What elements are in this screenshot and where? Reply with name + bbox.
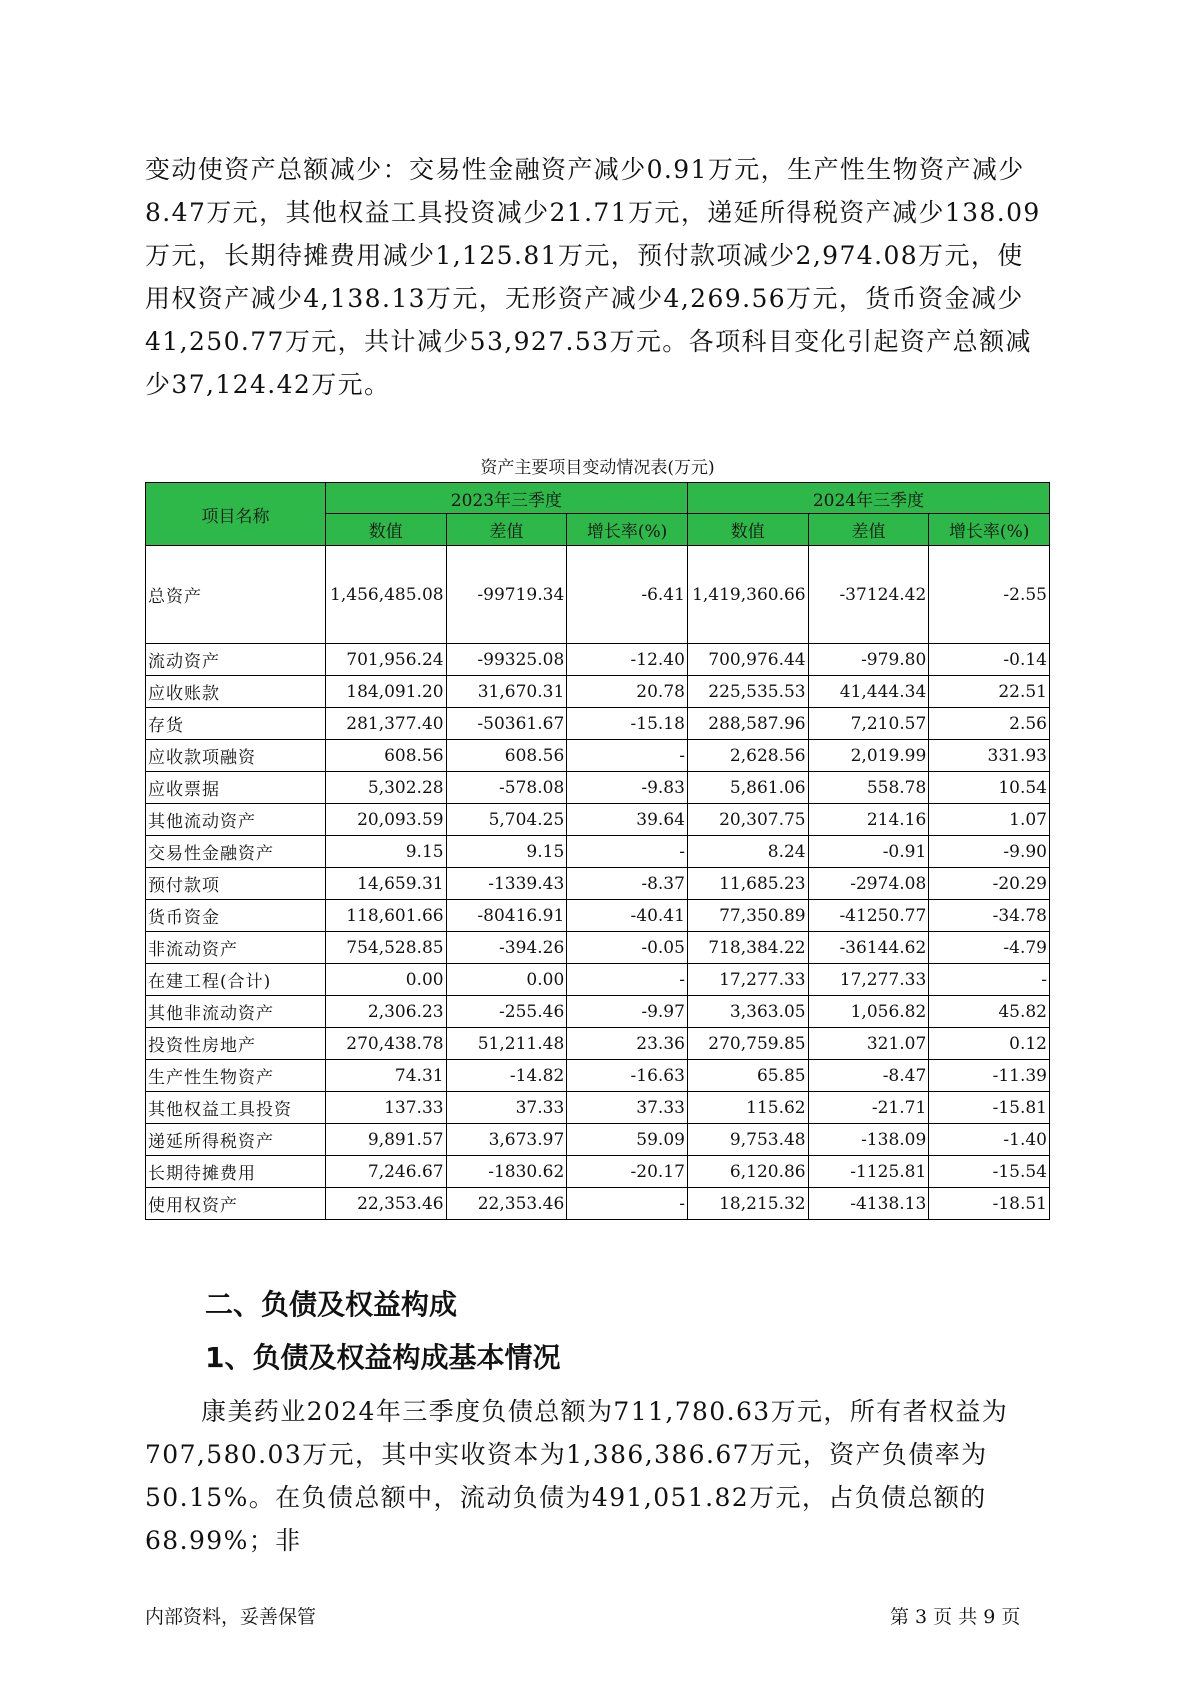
cell-growth-2024: 10.54: [929, 772, 1050, 804]
row-item-name: 非流动资产: [146, 932, 326, 964]
cell-growth-2023: -9.97: [567, 996, 688, 1028]
cell-value-2024: 8.24: [687, 836, 808, 868]
cell-value-2023: 2,306.23: [325, 996, 446, 1028]
cell-diff-2023: -394.26: [446, 932, 567, 964]
cell-diff-2023: 3,673.97: [446, 1124, 567, 1156]
cell-diff-2023: -1830.62: [446, 1156, 567, 1188]
cell-value-2023: 7,246.67: [325, 1156, 446, 1188]
cell-growth-2023: -9.83: [567, 772, 688, 804]
cell-growth-2024: -9.90: [929, 836, 1050, 868]
row-item-name: 递延所得税资产: [146, 1124, 326, 1156]
cell-growth-2023: -: [567, 740, 688, 772]
cell-growth-2024: -15.81: [929, 1092, 1050, 1124]
row-item-name: 流动资产: [146, 644, 326, 676]
cell-growth-2023: 20.78: [567, 676, 688, 708]
cell-growth-2024: 2.56: [929, 708, 1050, 740]
sub-heading: 1、负债及权益构成基本情况: [205, 1341, 561, 1374]
header-item-name: 项目名称: [146, 483, 326, 546]
header-diff-2024: 差值: [808, 514, 929, 546]
row-item-name: 总资产: [146, 546, 326, 644]
cell-value-2024: 115.62: [687, 1092, 808, 1124]
table-caption: 资产主要项目变动情况表(万元): [480, 458, 715, 478]
cell-diff-2023: -255.46: [446, 996, 567, 1028]
cell-growth-2024: -20.29: [929, 868, 1050, 900]
cell-growth-2023: -8.37: [567, 868, 688, 900]
row-item-name: 使用权资产: [146, 1188, 326, 1220]
row-item-name: 应收票据: [146, 772, 326, 804]
header-period-2023: 2023年三季度: [325, 483, 687, 514]
cell-growth-2024: -2.55: [929, 546, 1050, 644]
table-row: [146, 644, 1050, 676]
cell-growth-2024: -15.54: [929, 1156, 1050, 1188]
cell-value-2024: 77,350.89: [687, 900, 808, 932]
cell-diff-2024: -4138.13: [808, 1188, 929, 1220]
cell-value-2024: 20,307.75: [687, 804, 808, 836]
cell-value-2023: 608.56: [325, 740, 446, 772]
cell-value-2024: 700,976.44: [687, 644, 808, 676]
cell-diff-2024: 558.78: [808, 772, 929, 804]
row-item-name: 预付款项: [146, 868, 326, 900]
cell-growth-2023: -16.63: [567, 1060, 688, 1092]
cell-growth-2023: -6.41: [567, 546, 688, 644]
cell-diff-2024: 7,210.57: [808, 708, 929, 740]
cell-diff-2024: 41,444.34: [808, 676, 929, 708]
table-row: [146, 546, 1050, 644]
table-row: [146, 1092, 1050, 1124]
row-item-name: 其他非流动资产: [146, 996, 326, 1028]
cell-diff-2024: -36144.62: [808, 932, 929, 964]
cell-value-2023: 754,528.85: [325, 932, 446, 964]
table-row: [146, 964, 1050, 996]
row-item-name: 交易性金融资产: [146, 836, 326, 868]
cell-growth-2023: 59.09: [567, 1124, 688, 1156]
table-row: [146, 900, 1050, 932]
row-item-name: 应收款项融资: [146, 740, 326, 772]
cell-value-2023: 0.00: [325, 964, 446, 996]
cell-diff-2024: -37124.42: [808, 546, 929, 644]
cell-diff-2023: -14.82: [446, 1060, 567, 1092]
cell-diff-2023: -1339.43: [446, 868, 567, 900]
cell-diff-2023: 9.15: [446, 836, 567, 868]
cell-diff-2024: -2974.08: [808, 868, 929, 900]
footer-confidential: 内部资料，妥善保管: [145, 1606, 317, 1628]
cell-diff-2023: -80416.91: [446, 900, 567, 932]
cell-diff-2023: -578.08: [446, 772, 567, 804]
cell-growth-2024: -1.40: [929, 1124, 1050, 1156]
row-item-name: 投资性房地产: [146, 1028, 326, 1060]
header-value-2024: 数值: [687, 514, 808, 546]
cell-diff-2023: 51,211.48: [446, 1028, 567, 1060]
cell-growth-2024: -34.78: [929, 900, 1050, 932]
row-item-name: 在建工程(合计): [146, 964, 326, 996]
cell-diff-2024: -21.71: [808, 1092, 929, 1124]
row-item-name: 生产性生物资产: [146, 1060, 326, 1092]
table-row: [146, 1156, 1050, 1188]
cell-diff-2023: 37.33: [446, 1092, 567, 1124]
cell-diff-2024: -0.91: [808, 836, 929, 868]
cell-growth-2023: 39.64: [567, 804, 688, 836]
row-item-name: 长期待摊费用: [146, 1156, 326, 1188]
row-item-name: 货币资金: [146, 900, 326, 932]
cell-value-2023: 701,956.24: [325, 644, 446, 676]
cell-value-2023: 137.33: [325, 1092, 446, 1124]
header-growth-2023: 增长率(%): [567, 514, 688, 546]
cell-diff-2024: 2,019.99: [808, 740, 929, 772]
cell-value-2023: 270,438.78: [325, 1028, 446, 1060]
cell-growth-2024: -0.14: [929, 644, 1050, 676]
cell-value-2023: 281,377.40: [325, 708, 446, 740]
cell-growth-2024: 22.51: [929, 676, 1050, 708]
cell-value-2023: 5,302.28: [325, 772, 446, 804]
table-row: [146, 804, 1050, 836]
cell-growth-2023: -: [567, 1188, 688, 1220]
cell-value-2023: 20,093.59: [325, 804, 446, 836]
table-row: [146, 740, 1050, 772]
cell-value-2024: 718,384.22: [687, 932, 808, 964]
cell-growth-2024: -18.51: [929, 1188, 1050, 1220]
row-item-name: 其他流动资产: [146, 804, 326, 836]
table-row: [146, 708, 1050, 740]
header-period-2024: 2024年三季度: [687, 483, 1049, 514]
table-row: [146, 932, 1050, 964]
cell-growth-2023: 37.33: [567, 1092, 688, 1124]
cell-value-2023: 118,601.66: [325, 900, 446, 932]
asset-change-table: [145, 482, 1050, 1220]
cell-diff-2023: 31,670.31: [446, 676, 567, 708]
table-row: [146, 772, 1050, 804]
cell-value-2023: 9,891.57: [325, 1124, 446, 1156]
table-body: [146, 546, 1050, 1220]
cell-growth-2023: -: [567, 964, 688, 996]
cell-value-2024: 18,215.32: [687, 1188, 808, 1220]
cell-diff-2023: -99325.08: [446, 644, 567, 676]
cell-diff-2024: -8.47: [808, 1060, 929, 1092]
cell-value-2024: 3,363.05: [687, 996, 808, 1028]
cell-value-2023: 14,659.31: [325, 868, 446, 900]
cell-growth-2024: -11.39: [929, 1060, 1050, 1092]
table-row: [146, 996, 1050, 1028]
cell-diff-2024: -138.09: [808, 1124, 929, 1156]
table-row: [146, 676, 1050, 708]
row-item-name: 存货: [146, 708, 326, 740]
cell-growth-2024: -: [929, 964, 1050, 996]
cell-growth-2023: -15.18: [567, 708, 688, 740]
cell-value-2023: 74.31: [325, 1060, 446, 1092]
row-item-name: 应收账款: [146, 676, 326, 708]
footer-page-number: 第 3 页 共 9 页: [890, 1606, 1021, 1628]
header-growth-2024: 增长率(%): [929, 514, 1050, 546]
cell-growth-2024: 0.12: [929, 1028, 1050, 1060]
cell-value-2023: 22,353.46: [325, 1188, 446, 1220]
table-row: [146, 836, 1050, 868]
cell-diff-2024: -1125.81: [808, 1156, 929, 1188]
cell-growth-2023: -0.05: [567, 932, 688, 964]
cell-value-2024: 288,587.96: [687, 708, 808, 740]
cell-diff-2023: -50361.67: [446, 708, 567, 740]
cell-diff-2024: -41250.77: [808, 900, 929, 932]
table-row: [146, 1028, 1050, 1060]
table-row: [146, 1124, 1050, 1156]
cell-growth-2024: 45.82: [929, 996, 1050, 1028]
cell-growth-2024: -4.79: [929, 932, 1050, 964]
cell-growth-2023: -12.40: [567, 644, 688, 676]
table-row: [146, 1060, 1050, 1092]
cell-diff-2023: 5,704.25: [446, 804, 567, 836]
cell-value-2024: 17,277.33: [687, 964, 808, 996]
header-value-2023: 数值: [325, 514, 446, 546]
table-row: [146, 868, 1050, 900]
cell-diff-2024: 214.16: [808, 804, 929, 836]
section-heading: 二、负债及权益构成: [205, 1288, 458, 1321]
cell-value-2023: 1,456,485.08: [325, 546, 446, 644]
cell-growth-2023: -: [567, 836, 688, 868]
header-diff-2023: 差值: [446, 514, 567, 546]
cell-value-2023: 184,091.20: [325, 676, 446, 708]
cell-diff-2024: -979.80: [808, 644, 929, 676]
cell-diff-2023: 608.56: [446, 740, 567, 772]
cell-value-2024: 11,685.23: [687, 868, 808, 900]
cell-value-2024: 65.85: [687, 1060, 808, 1092]
cell-value-2024: 270,759.85: [687, 1028, 808, 1060]
cell-value-2024: 9,753.48: [687, 1124, 808, 1156]
cell-diff-2024: 1,056.82: [808, 996, 929, 1028]
row-item-name: 其他权益工具投资: [146, 1092, 326, 1124]
cell-value-2024: 6,120.86: [687, 1156, 808, 1188]
cell-diff-2023: 0.00: [446, 964, 567, 996]
cell-growth-2023: -20.17: [567, 1156, 688, 1188]
cell-value-2024: 2,628.56: [687, 740, 808, 772]
cell-diff-2024: 321.07: [808, 1028, 929, 1060]
table-row: [146, 1188, 1050, 1220]
cell-diff-2023: 22,353.46: [446, 1188, 567, 1220]
cell-value-2024: 1,419,360.66: [687, 546, 808, 644]
cell-diff-2024: 17,277.33: [808, 964, 929, 996]
cell-growth-2024: 331.93: [929, 740, 1050, 772]
cell-diff-2023: -99719.34: [446, 546, 567, 644]
intro-paragraph: 变动使资产总额减少：交易性金融资产减少0.91万元，生产性生物资产减少8.47万元，其他权益工具投资减少21.71万元，递延所得税资产减少138.09万元，长期待摊费用减少1,125.81万元，预付款项减少2,974.08万元，使用权资产减少4,138.13万元，无形资产减少4,269.56万元，货币资金减少41,250.77万元，共计减少53,927.53万元。各项科目变化引起资产总额减少37,124.42万元。: [145, 155, 1041, 399]
body-paragraph: 康美药业2024年三季度负债总额为711,780.63万元，所有者权益为707,580.03万元，其中实收资本为1,386,386.67万元，资产负债率为50.15%。在负债总额中，流动负债为491,051.82万元，占负债总额的68.99%；非: [145, 1397, 1009, 1555]
cell-growth-2023: 23.36: [567, 1028, 688, 1060]
cell-growth-2023: -40.41: [567, 900, 688, 932]
cell-value-2024: 5,861.06: [687, 772, 808, 804]
cell-value-2023: 9.15: [325, 836, 446, 868]
cell-value-2024: 225,535.53: [687, 676, 808, 708]
cell-growth-2024: 1.07: [929, 804, 1050, 836]
